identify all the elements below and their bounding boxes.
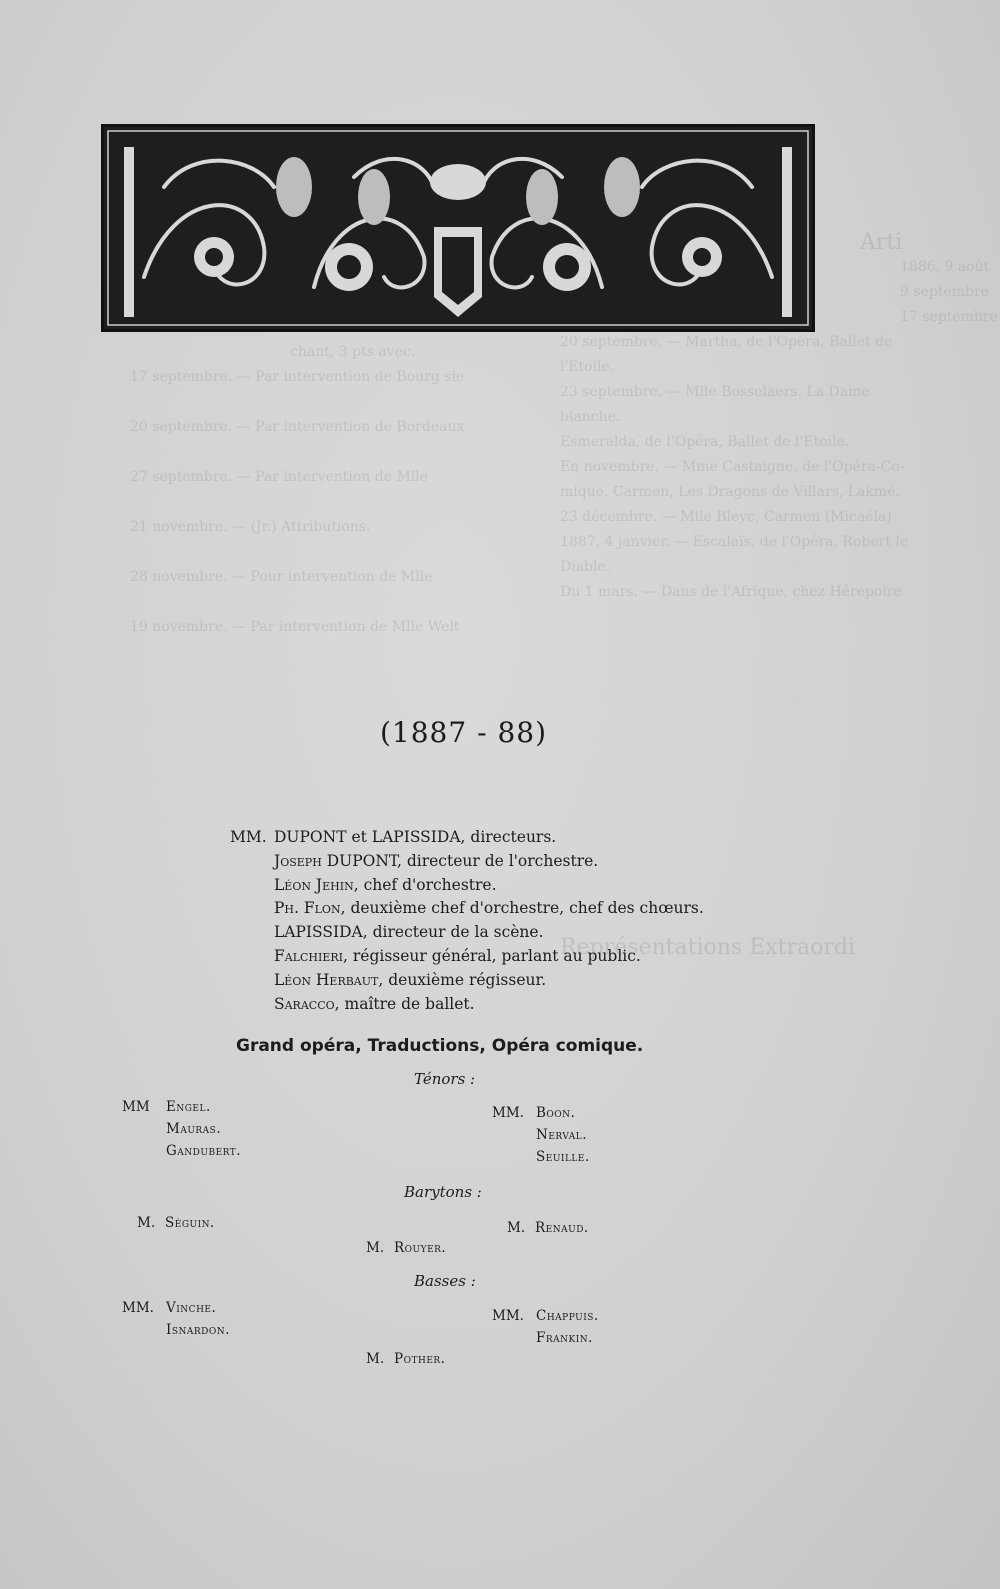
list-item — [122, 1297, 230, 1319]
barytons-center — [366, 1237, 446, 1259]
bleed-line: 20 septembre. — Par intervention de Bordeaux — [130, 419, 465, 435]
list-item — [366, 1348, 445, 1370]
tenors-right — [492, 1102, 590, 1168]
bleed-line: l'Etoile. — [560, 359, 615, 375]
bleed-line: 23 décembre. — Mlle Bleyc, Carmen (Micaëla) — [560, 509, 892, 525]
barytons-right — [507, 1217, 589, 1239]
staff-line — [230, 945, 704, 969]
voice-prefix: MM. — [492, 1308, 524, 1324]
staff-role: chef d'orchestre. — [358, 875, 497, 894]
list-item — [122, 1096, 241, 1118]
bleed-line: Du 1 mars. — Dans de l'Afrique, chez Hérepoire — [560, 584, 902, 600]
staff-role: directeur de l'orchestre. — [401, 851, 599, 870]
barytons-left — [137, 1212, 215, 1234]
staff-line — [230, 969, 704, 993]
list-item — [492, 1305, 599, 1327]
bleed-line: En novembre. — Mme Castaigne, de l'Opéra-Co- — [560, 459, 905, 475]
voice-prefix: M. — [366, 1351, 385, 1367]
list-item — [492, 1327, 599, 1349]
list-item — [507, 1217, 589, 1239]
staff-role: régisseur général, parlant au public. — [347, 946, 641, 965]
voice-prefix: M. — [507, 1220, 526, 1236]
bleed-through-left — [40, 340, 464, 640]
staff-role: deuxième régisseur. — [383, 970, 547, 989]
list-item — [492, 1102, 590, 1124]
singer-name: Chappuis. — [536, 1308, 599, 1324]
basses-heading: Basses : — [414, 1272, 476, 1290]
voice-prefix: M. — [137, 1215, 156, 1231]
staff-line — [230, 826, 704, 850]
staff-role: directeur de la scène. — [367, 923, 544, 942]
ornamental-banner — [101, 124, 815, 332]
singer-name: Nerval. — [536, 1127, 587, 1143]
season-year: (1887 - 88) — [380, 716, 547, 749]
bleed-line: 17 septembre — [900, 309, 998, 325]
bleed-line: 28 novembre. — Pour intervention de Mlle — [130, 569, 433, 585]
bleed-line: 20 septembre, — Martha, de l'Opéra, Ballet de — [560, 334, 893, 350]
singer-name: Mauras. — [166, 1121, 222, 1137]
barytons-heading: Barytons : — [404, 1183, 482, 1201]
bleed-line: Diable. — [560, 559, 611, 575]
bleed-line: 27 septembre. — Par intervention de Mlle — [130, 469, 429, 485]
basses-center — [366, 1348, 445, 1370]
tenors-left — [122, 1096, 241, 1162]
bleed-line: 1887, 4 janvier. — Escalaïs, de l'Opéra, Robert le — [560, 534, 909, 550]
staff-name: DUPONT et LAPISSIDA, — [274, 828, 466, 846]
staff-prefix: MM. — [230, 828, 267, 846]
bleed-line: 21 novembre. — (Jr.) Attributions. — [130, 519, 371, 535]
bleed-line: 9 septembre — [900, 284, 989, 300]
staff-line — [230, 993, 704, 1017]
singer-name: Gandubert. — [166, 1143, 242, 1159]
list-item — [122, 1140, 241, 1162]
singer-name: Pother. — [394, 1351, 446, 1367]
singer-name: Vinche. — [166, 1300, 217, 1316]
staff-name-sc: Léon Jehin, — [274, 875, 359, 894]
tenors-heading: Ténors : — [414, 1070, 476, 1088]
singer-name: Boon. — [536, 1105, 576, 1121]
voice-prefix: MM — [122, 1099, 150, 1115]
staff-line — [230, 897, 704, 921]
staff-line — [230, 921, 704, 945]
list-item — [122, 1319, 230, 1341]
staff-name: LAPISSIDA, — [274, 923, 368, 942]
section-heading: Grand opéra, Traductions, Opéra comique. — [236, 1036, 644, 1056]
basses-left — [122, 1297, 230, 1341]
voice-prefix: MM. — [122, 1300, 154, 1316]
list-item — [137, 1212, 215, 1234]
bleed-line: 19 novembre. — Par intervention de Mlle Welt — [130, 619, 460, 635]
staff-line — [230, 850, 704, 874]
staff-name-sc: Falchieri, — [274, 946, 348, 965]
bleed-line: Arti — [860, 230, 903, 255]
singer-name: Séguin. — [165, 1215, 215, 1231]
staff-name-sc: Saracco, — [274, 994, 340, 1013]
staff-role: maître de ballet. — [339, 994, 475, 1013]
bleed-line: blanche. — [560, 409, 621, 425]
singer-name: Seuille. — [536, 1149, 590, 1165]
bleed-line: 17 septembre. — Par intervention de Bourg sie — [130, 369, 465, 385]
bleed-line: chant, 3 pts avec. — [290, 344, 416, 360]
staff-name: DUPONT, — [321, 851, 402, 870]
staff-list — [230, 826, 704, 1016]
bleed-line: Esmeralda, de l'Opéra, Ballet de l'Etoile. — [560, 434, 850, 450]
list-item — [122, 1118, 241, 1140]
staff-name-sc: Léon Herbaut, — [274, 970, 384, 989]
list-item — [366, 1237, 446, 1259]
singer-name: Engel. — [166, 1099, 211, 1115]
staff-line — [230, 874, 704, 898]
voice-prefix: M. — [366, 1240, 385, 1256]
list-item — [492, 1146, 590, 1168]
basses-right — [492, 1305, 599, 1349]
staff-name-sc: Joseph — [274, 851, 322, 870]
bleed-line: 1886, 9 août — [900, 259, 990, 275]
staff-role: directeurs. — [465, 828, 557, 846]
bleed-line: mique. Carmen, Les Dragons de Villars, Lakmé. — [560, 484, 900, 500]
staff-role: deuxième chef d'orchestre, chef des chœurs. — [345, 899, 704, 918]
voice-prefix: MM. — [492, 1105, 524, 1121]
singer-name: Renaud. — [535, 1220, 589, 1236]
bleed-line: 23 septembre. — Mlle Bosselaers. La Dame — [560, 384, 870, 400]
ornament-illustration — [104, 127, 812, 329]
singer-name: Rouyer. — [394, 1240, 447, 1256]
list-item — [492, 1124, 590, 1146]
bleed-line: Représentations Extraordi — [560, 935, 856, 960]
singer-name: Isnardon. — [166, 1322, 230, 1338]
staff-name-sc: Ph. Flon, — [274, 899, 346, 918]
singer-name: Frankin. — [536, 1330, 593, 1346]
